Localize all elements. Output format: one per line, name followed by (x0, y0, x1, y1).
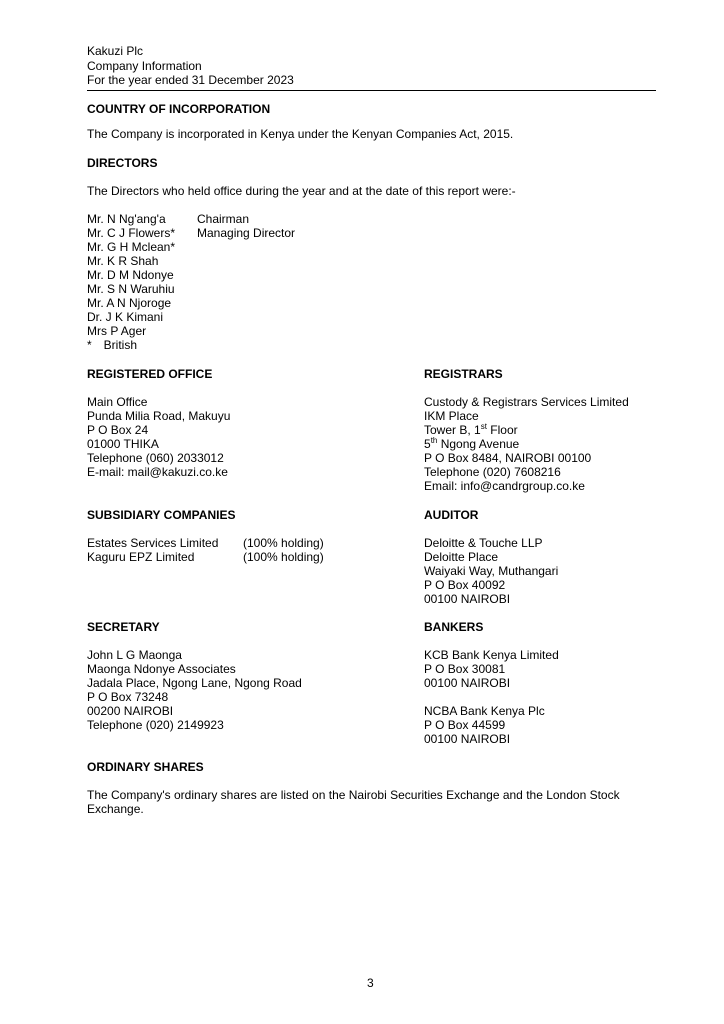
address-line: Telephone (020) 2149923 (87, 718, 224, 732)
auditor-address (424, 536, 558, 606)
secretary-address (87, 648, 302, 732)
director-name: Mr. K R Shah (87, 254, 159, 268)
director-role: Managing Director (197, 226, 296, 240)
address-line: 00200 NAIROBI (87, 704, 174, 718)
directors-intro: The Directors who held office during the year and at the date of this report were:- (87, 184, 516, 198)
address-line: 00100 NAIROBI (424, 676, 511, 690)
incorporation-heading: COUNTRY OF INCORPORATION (87, 102, 271, 116)
header-section: Company Information (87, 59, 202, 73)
address-line: P O Box 8484, NAIROBI 00100 (424, 451, 592, 465)
address-line (424, 423, 629, 437)
address-line: P O Box 30081 (424, 662, 506, 676)
director-name: Mr. G H Mclean* (87, 240, 176, 254)
address-text: Floor (486, 423, 518, 437)
address-line: 01000 THIKA (87, 437, 159, 451)
address-line: Punda Milia Road, Makuyu (87, 409, 231, 423)
address-line: John L G Maonga (87, 648, 182, 662)
directors-footnote (87, 338, 175, 352)
directors-heading: DIRECTORS (87, 156, 158, 170)
director-name: Mr. D M Ndonye (87, 268, 174, 282)
header-company: Kakuzi Plc (87, 44, 144, 58)
address-line: Telephone (020) 7608216 (424, 465, 561, 479)
director-name: Mr. S N Waruhiu (87, 282, 175, 296)
subsidiaries-names (87, 536, 218, 564)
page-number: 3 (367, 976, 374, 990)
address-line: Waiyaki Way, Muthangari (424, 564, 559, 578)
address-text: 5 (424, 437, 431, 451)
director-name: Dr. J K Kimani (87, 310, 164, 324)
incorporation-text: The Company is incorporated in Kenya under the Kenyan Companies Act, 2015. (87, 127, 514, 141)
directors-roles (197, 212, 295, 240)
address-line: Custody & Registrars Services Limited (424, 395, 629, 409)
bank-1-address (424, 648, 559, 690)
director-name: Mr. N Ng'ang'a (87, 212, 166, 226)
address-text: Tower B, 1 (424, 423, 481, 437)
ordinal-suffix: th (430, 436, 438, 445)
address-line: 00100 NAIROBI (424, 592, 511, 606)
directors-list (87, 212, 175, 352)
address-line: Deloitte Place (424, 550, 499, 564)
subsidiary-holding: (100% holding) (243, 536, 324, 550)
address-line: E-mail: mail@kakuzi.co.ke (87, 465, 228, 479)
header-period: For the year ended 31 December 2023 (87, 73, 294, 87)
director-role: Chairman (197, 212, 250, 226)
address-line: P O Box 44599 (424, 718, 506, 732)
director-name: Mr. A N Njoroge (87, 296, 172, 310)
address-line: Main Office (87, 395, 148, 409)
address-line: IKM Place (424, 409, 479, 423)
registered-office-address (87, 395, 230, 479)
address-line: P O Box 24 (87, 423, 149, 437)
address-line: NCBA Bank Kenya Plc (424, 704, 545, 718)
subsidiary-name: Estates Services Limited (87, 536, 219, 550)
bank-2-address (424, 704, 545, 746)
shares-heading: ORDINARY SHARES (87, 760, 204, 774)
subsidiaries-holdings (243, 536, 324, 564)
shares-text: The Company's ordinary shares are listed on the Nairobi Securities Exchange and the London Stock Exchange. (87, 788, 620, 816)
registrars-address (424, 395, 629, 493)
subsidiaries-heading: SUBSIDIARY COMPANIES (87, 508, 236, 522)
subsidiary-holding: (100% holding) (243, 550, 324, 564)
director-name: Mr. C J Flowers* (87, 226, 176, 240)
bankers-heading: BANKERS (424, 620, 484, 634)
address-line: P O Box 40092 (424, 578, 506, 592)
auditor-heading: AUDITOR (424, 508, 479, 522)
address-line: P O Box 73248 (87, 690, 169, 704)
footnote-mark: * (87, 338, 92, 352)
registrars-heading: REGISTRARS (424, 367, 503, 381)
address-line (424, 437, 629, 451)
address-line: Deloitte & Touche LLP (424, 536, 543, 550)
subsidiary-name: Kaguru EPZ Limited (87, 550, 195, 564)
address-line: KCB Bank Kenya Limited (424, 648, 559, 662)
director-name: Mrs P Ager (87, 324, 147, 338)
address-line: Maonga Ndonye Associates (87, 662, 236, 676)
address-line: Jadala Place, Ngong Lane, Ngong Road (87, 676, 302, 690)
header-rule (87, 90, 656, 91)
secretary-heading: SECRETARY (87, 620, 160, 634)
footnote-text: British (103, 338, 138, 352)
address-line: Telephone (060) 2033012 (87, 451, 224, 465)
email-line: Email: info@candrgroup.co.ke (424, 479, 585, 493)
registered-office-heading: REGISTERED OFFICE (87, 367, 213, 381)
address-line: 00100 NAIROBI (424, 732, 511, 746)
address-text: Ngong Avenue (437, 437, 520, 451)
ordinal-suffix: st (480, 422, 487, 431)
